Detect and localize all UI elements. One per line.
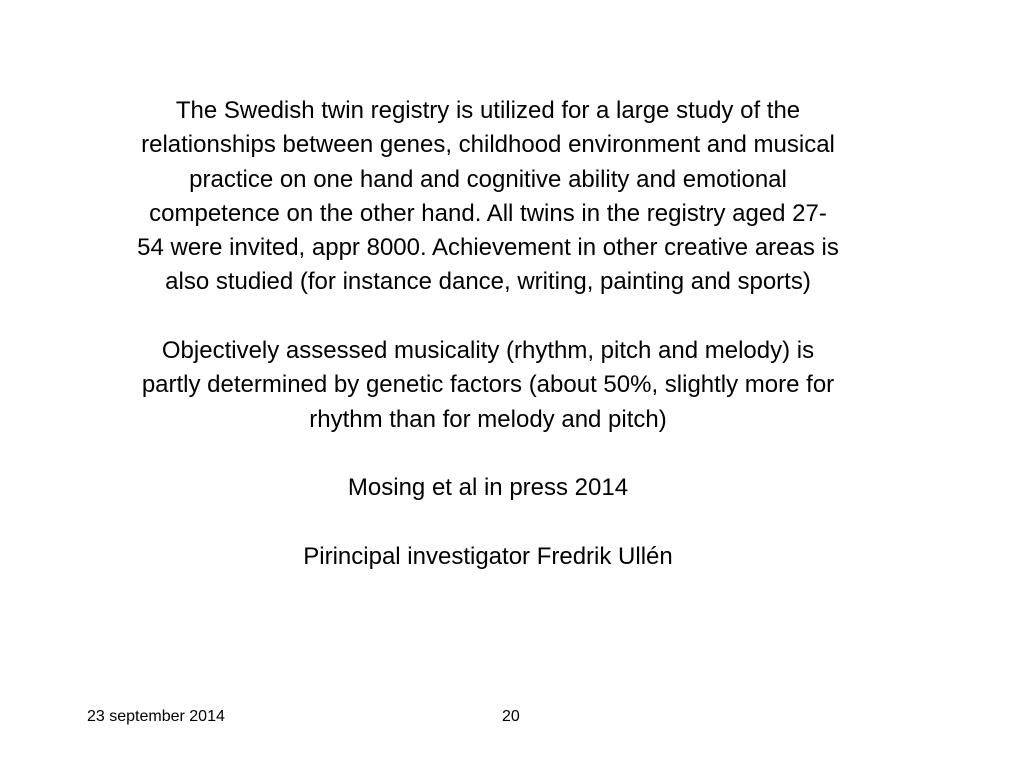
paragraph-spacer (64, 437, 912, 471)
investigator-paragraph: Pirincipal investigator Fredrik Ullén (303, 542, 673, 570)
study-description-paragraph: The Swedish twin registry is utilized for a large study of the relationships between genes, childhood environment and musical practice on one hand and cognitive ability and emotional competence on the other hand. All twins in the registry aged 27- 54 were invited, appr 8000. Achievement in other creative areas is also studied (for instance dance, writing, painting and sports) (137, 97, 839, 296)
footer-page-number: 20 (502, 708, 520, 725)
musicality-finding-paragraph: Objectively assessed musicality (rhythm, pitch and melody) is partly determined by genetic factors (about 50%, slightly more for rhythm than for melody and pitch) (141, 337, 835, 433)
paragraph-spacer (64, 506, 912, 540)
footer-date: 23 september 2014 (87, 708, 225, 725)
paragraph-spacer (64, 300, 912, 334)
slide-body (64, 94, 912, 574)
citation-paragraph: Mosing et al in press 2014 (347, 474, 629, 502)
